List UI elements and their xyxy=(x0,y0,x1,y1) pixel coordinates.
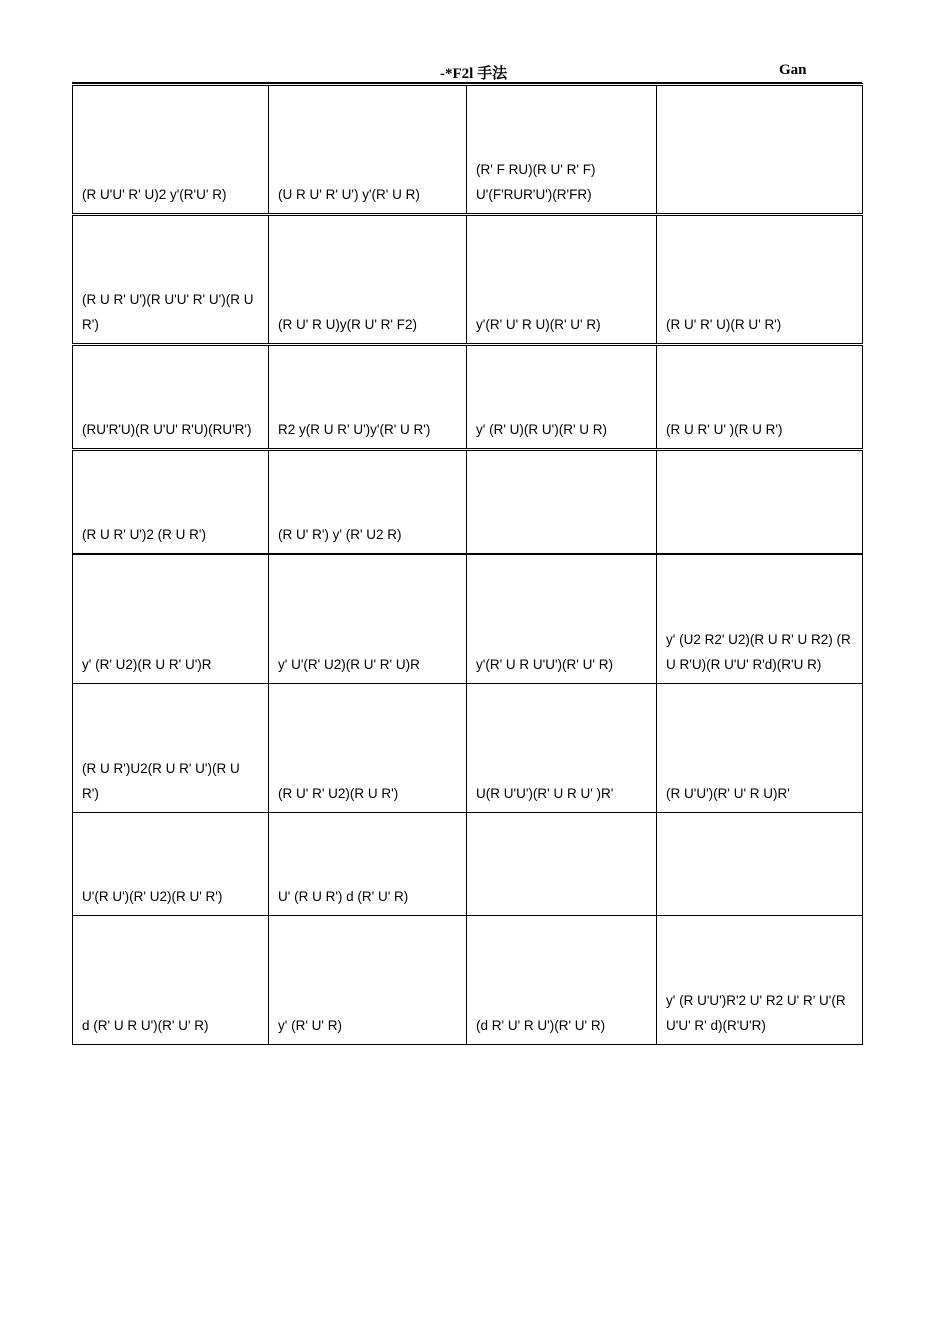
table-row xyxy=(73,450,863,555)
table-cell: (R U R' U')(R U'U' R' U')(R U R') xyxy=(73,215,269,345)
author-name: Gan xyxy=(779,62,807,78)
table-cell: (R U'U' R' U)2 y'(R'U' R) xyxy=(73,85,269,215)
table-cell: y'(R' U R U'U')(R' U' R) xyxy=(467,554,657,684)
table-cell: y' (U2 R2' U2)(R U R' U R2) (R U R'U)(R U'U' R'd)(R'U R) xyxy=(657,554,863,684)
table-cell: (R U' R' U2)(R U R') xyxy=(269,684,467,813)
table-row xyxy=(73,215,863,345)
table-cell: (R U' R') y' (R' U2 R) xyxy=(269,450,467,555)
page-title: -*F2l 手法 xyxy=(440,66,508,82)
table-cell xyxy=(657,813,863,916)
table-cell: y' (R' U)(R U')(R' U R) xyxy=(467,345,657,450)
algorithm-table xyxy=(72,83,863,1045)
table-cell: (U R U' R' U') y'(R' U R) xyxy=(269,85,467,215)
table-cell: (RU'R'U)(R U'U' R'U)(RU'R') xyxy=(73,345,269,450)
table-row xyxy=(73,684,863,813)
table-cell xyxy=(657,450,863,555)
table-row xyxy=(73,554,863,684)
table-row xyxy=(73,85,863,215)
table-cell xyxy=(467,813,657,916)
page-header xyxy=(72,60,862,83)
table-cell: d (R' U R U')(R' U' R) xyxy=(73,916,269,1045)
table-cell: (R U' R U)y(R U' R' F2) xyxy=(269,215,467,345)
table-row xyxy=(73,916,863,1045)
table-cell: U'(R U')(R' U2)(R U' R') xyxy=(73,813,269,916)
table-cell: (R U'U')(R' U' R U)R' xyxy=(657,684,863,813)
table-cell: y' (R' U' R) xyxy=(269,916,467,1045)
table-row xyxy=(73,345,863,450)
table-cell: y' (R U'U')R'2 U' R2 U' R' U'(R U'U' R' d)(R'U'R) xyxy=(657,916,863,1045)
table-cell: y' U'(R' U2)(R U' R' U)R xyxy=(269,554,467,684)
table-cell: (d R' U' R U')(R' U' R) xyxy=(467,916,657,1045)
table-cell: U(R U'U')(R' U R U' )R' xyxy=(467,684,657,813)
table-cell: (R U R')U2(R U R' U')(R U R') xyxy=(73,684,269,813)
table-cell: y'(R' U' R U)(R' U' R) xyxy=(467,215,657,345)
table-cell: (R' F RU)(R U' R' F) U'(F'RUR'U')(R'FR) xyxy=(467,85,657,215)
table-cell: (R U R' U' )(R U R') xyxy=(657,345,863,450)
table-row xyxy=(73,813,863,916)
table-cell xyxy=(467,450,657,555)
table-cell: R2 y(R U R' U')y'(R' U R') xyxy=(269,345,467,450)
table-cell xyxy=(657,85,863,215)
table-cell: y' (R' U2)(R U R' U')R xyxy=(73,554,269,684)
table-cell: U' (R U R') d (R' U' R) xyxy=(269,813,467,916)
table-cell: (R U' R' U)(R U' R') xyxy=(657,215,863,345)
table-cell: (R U R' U')2 (R U R') xyxy=(73,450,269,555)
